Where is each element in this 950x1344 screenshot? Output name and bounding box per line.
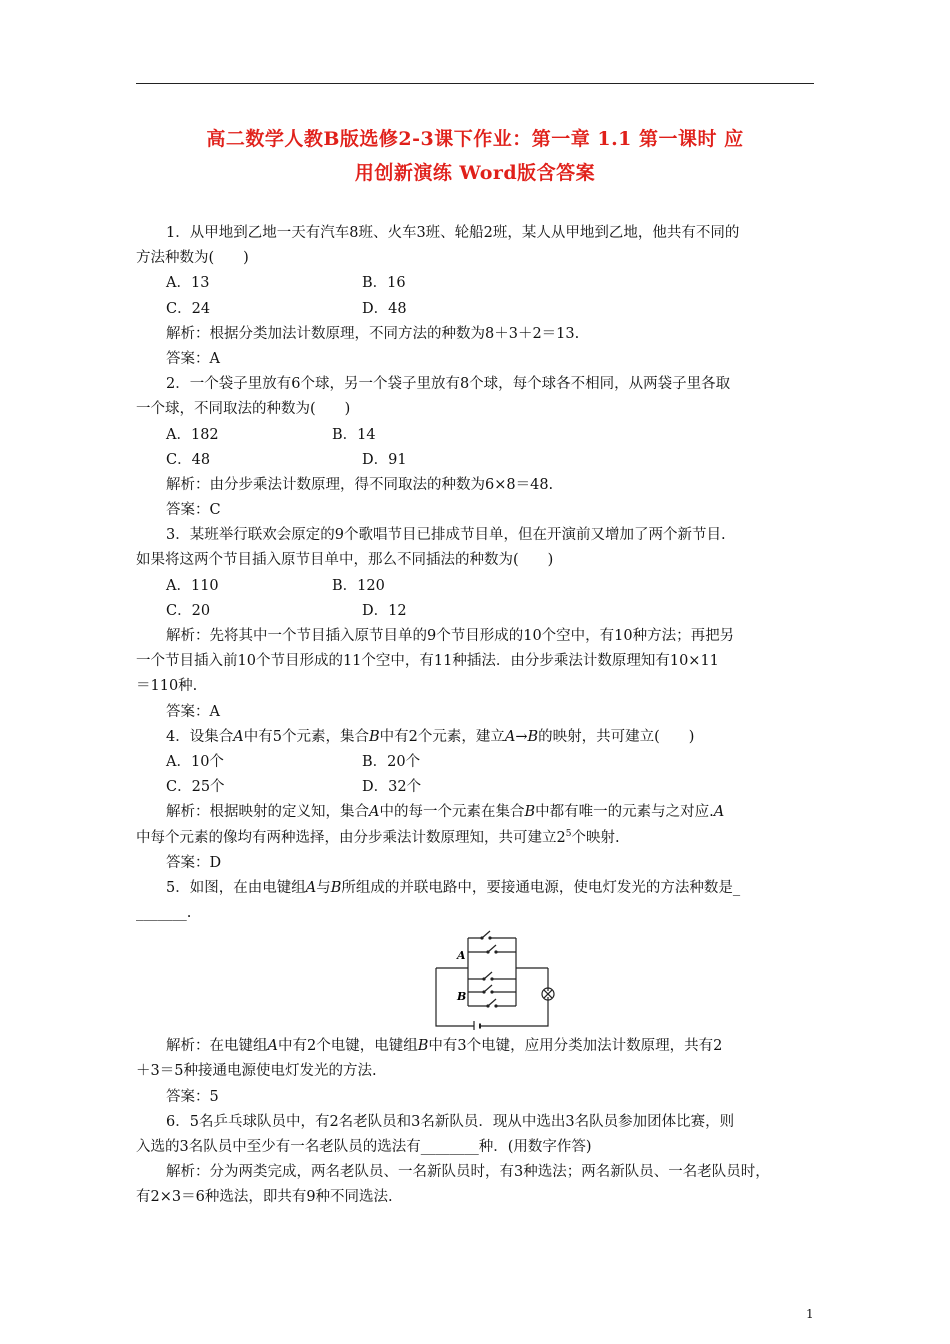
q1-options-cd [136, 297, 814, 322]
q4-stem-mid1: 中有5个元素，集合 [243, 728, 369, 745]
q1-analysis: 解析：根据分类加法计数原理，不同方法的种数为8＋3＋2＝13. [166, 325, 580, 342]
q3-analysis-line3: ＝110种. [136, 678, 198, 695]
q5-analysis-var-b: B [417, 1038, 429, 1055]
q5-analysis-line2: ＋3＝5种接通电源使电灯发光的方法. [136, 1063, 377, 1080]
circuit-label-b: B [457, 990, 467, 1004]
q4-analysis-line1 [136, 800, 814, 825]
q5-var-a: A [305, 879, 317, 896]
doc-title-line2: 用创新演练 Word版含答案 [354, 162, 596, 184]
q5-analysis1-pre: 解析：在电键组 [166, 1038, 268, 1055]
q1-option-c: C．24 [166, 300, 211, 317]
q5-stem1-pre: 5．如图，在由电键组 [166, 879, 306, 896]
q2-options-ab [136, 423, 814, 448]
q6-analysis-line1: 解析：分为两类完成，两名老队员、一名新队员时，有3种选法；两名新队员、一名老队员时， [166, 1164, 770, 1181]
q2-option-a: A．182 [166, 426, 219, 443]
q4-stem-post: 的映射，共可建立( ) [538, 728, 695, 745]
q1-answer: 答案：A [166, 350, 220, 367]
document-body [136, 221, 814, 1211]
doc-title-line1: 高二数学人教B版选修2-3课下作业：第一章 1.1 第一课时 应 [206, 128, 744, 150]
q4-exponent: 5 [565, 828, 572, 839]
q2-option-d: D．91 [362, 451, 407, 468]
q5-answer: 答案：5 [166, 1088, 219, 1105]
q2-stem-line1: 2．一个袋子里放有6个球，另一个袋子里放有8个球，每个球各不相同，从两袋子里各取 [166, 376, 731, 393]
q2-option-c: C．48 [166, 451, 211, 468]
q5-analysis1-post: 中有3个电键，应用分类加法计数原理，共有2 [428, 1038, 723, 1055]
q5-var-b: B [330, 879, 342, 896]
q5-analysis1-mid1: 中有2个电键，电键组 [277, 1038, 418, 1055]
circuit-label-a: A [457, 949, 466, 963]
q4-options-cd [136, 775, 814, 800]
q3-analysis-line1: 解析：先将其中一个节目插入原节目单的9个节目形成的10个空中，有10种方法；再把另 [166, 628, 735, 644]
q3-option-a: A．110 [166, 577, 219, 594]
q3-stem-line1: 3．某班举行联欢会原定的9个歌唱节目已排成节目单，但在开演前又增加了两个新节目. [166, 527, 726, 544]
q4-answer: 答案：D [166, 854, 222, 871]
q5-stem1-post: 所组成的并联电路中，要接通电源，使电灯发光的方法种数是_ [341, 879, 741, 896]
q4-analysis1-mid2: 中都有唯一的元素与之对应. [535, 804, 714, 821]
q3-options-ab [136, 574, 814, 599]
q4-analysis1-mid1: 中的每一个元素在集合 [379, 804, 525, 821]
q4-options-ab [136, 750, 814, 775]
q4-arrow: → [515, 728, 528, 745]
q3-option-c: C．20 [166, 602, 211, 619]
q1-option-b: B．16 [362, 275, 406, 292]
q3-analysis-line2: 一个节目插入前10个节目形成的11个空中，有11种插法．由分步乘法计数原理知有10×11 [136, 653, 719, 670]
q3-stem-line2: 如果将这两个节目插入原节目单中，那么不同插法的种数为( ) [136, 552, 554, 569]
q1-stem-line2: 方法种数为( ) [136, 250, 249, 267]
q4-stem-mid2: 中有2个元素，建立 [379, 728, 505, 745]
q1-option-a: A．13 [166, 275, 210, 292]
q4-var-b-2: B [527, 728, 539, 745]
q4-option-d: D．32个 [362, 779, 422, 796]
q3-options-cd [136, 599, 814, 624]
q4-var-b: B [368, 728, 380, 745]
q5-stem1-mid: 与 [316, 879, 331, 896]
q4-analysis-line2 [136, 826, 814, 851]
q4-analysis1-pre: 解析：根据映射的定义知，集合 [166, 804, 369, 821]
q4-var-a-2: A [504, 728, 516, 745]
q2-stem-line2: 一个球，不同取法的种数为( ) [136, 401, 351, 418]
q4-option-a: A．10个 [166, 753, 224, 770]
circuit-diagram [432, 930, 557, 1030]
q5-figure [136, 926, 814, 1034]
q6-stem-line1: 6．5名乒乓球队员中，有2名老队员和3名新队员．现从中选出3名队员参加团体比赛，则 [166, 1113, 735, 1130]
q4-analysis-var-a: A [369, 804, 380, 821]
q5-stem-line2: _______. [136, 905, 192, 922]
header-rule [136, 83, 814, 84]
q6-analysis-line2: 有2×3＝6种选法，即共有9种不同选法. [136, 1189, 393, 1206]
q3-option-b: B．120 [332, 577, 385, 594]
q2-options-cd [136, 448, 814, 473]
q5-analysis-line1 [136, 1034, 814, 1059]
q2-option-b: B．14 [332, 426, 376, 443]
q4-stem-pre: 4．设集合 [166, 728, 234, 745]
circuit-wire-bottom [480, 997, 548, 1026]
q1-stem-line1: 1．从甲地到乙地一天有汽车8班、火车3班、轮船2班，某人从甲地到乙地，他共有不同的 [166, 225, 740, 241]
q1-option-d: D．48 [362, 300, 407, 317]
page-number: 1 [806, 1307, 814, 1321]
q1-options-ab [136, 271, 814, 296]
q4-analysis-var-b: B [524, 804, 536, 821]
q5-stem-line1 [136, 876, 814, 901]
q5-analysis-var-a: A [267, 1038, 278, 1055]
q3-option-d: D．12 [362, 602, 407, 619]
q4-analysis2-post: 个映射. [571, 829, 620, 846]
q4-option-c: C．25个 [166, 779, 225, 796]
q3-answer: 答案：A [166, 703, 220, 720]
q4-analysis2-pre: 中每个元素的像均有两种选择，由分步乘法计数原理知，共可建立2 [136, 829, 566, 846]
q4-analysis-var-a-2: A [713, 804, 725, 821]
q2-answer: 答案：C [166, 502, 221, 519]
q4-stem [136, 725, 814, 750]
q2-analysis: 解析：由分步乘法计数原理，得不同取法的种数为6×8＝48. [166, 476, 554, 493]
q4-var-a: A [233, 728, 244, 745]
q6-stem-line2: 入选的3名队员中至少有一名老队员的选法有________种．(用数字作答) [136, 1139, 592, 1155]
q4-option-b: B．20个 [362, 753, 421, 770]
